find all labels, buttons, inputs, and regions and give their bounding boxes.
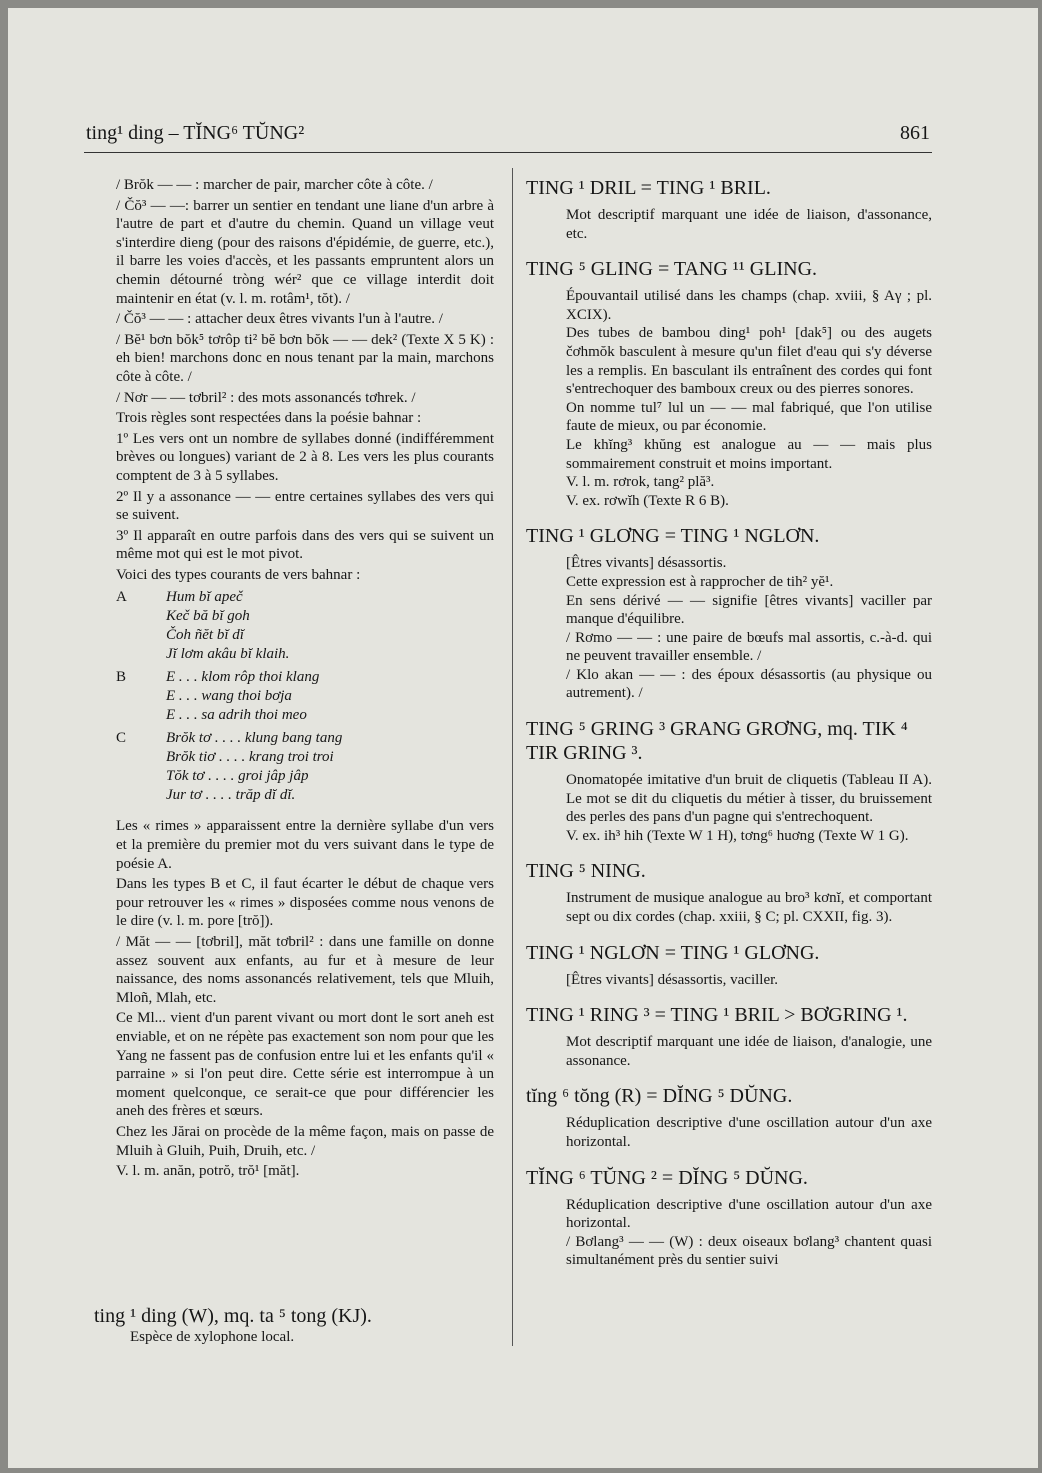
entry-text: En sens dérivé — — signifie [êtres vivants] vaciller par manque d'équilibre. bbox=[566, 592, 932, 628]
verse-line: Čoh ñĕt bĭ dĭ bbox=[166, 627, 244, 644]
entry-headword: TING ¹ GLƠNG = TING ¹ NGLƠN. bbox=[526, 525, 820, 548]
verse-label: B bbox=[116, 669, 127, 686]
verse-line: Brŏk tiơ . . . . krang troi troi bbox=[166, 749, 334, 766]
verse-line: Hum bĭ apeč bbox=[166, 589, 243, 606]
verse-line: Jur tơ . . . . trăp dĭ dĭ. bbox=[166, 787, 296, 804]
entry-headword: ting ¹ ding (W), mq. ta ⁵ tong (KJ). bbox=[94, 1305, 372, 1327]
entry-text: / Bơlang³ — — (W) : deux oiseaux bơlang³ chantent quasi simultanément près du sentier suivi bbox=[566, 1233, 932, 1269]
paragraph: 1º Les vers ont un nombre de syllabes donné (indifféremment brèves ou longues) variant de 2 à 8. Les vers les plus courants comptent de 3 à 5 syllabes. bbox=[116, 430, 494, 484]
verse-line: Brŏk tơ . . . . klung bang tang bbox=[166, 730, 343, 747]
dictionary-entry bbox=[526, 524, 932, 703]
verse-line: E . . . wang thoi bơja bbox=[166, 688, 292, 705]
dictionary-entry bbox=[526, 1166, 932, 1270]
entry-text: Réduplication descriptive d'une oscillation autour d'un axe horizontal. bbox=[566, 1196, 932, 1232]
running-head-left: ting¹ ding – TĬNG⁶ TŬNG² bbox=[86, 122, 305, 144]
header-rule bbox=[84, 152, 932, 153]
verse-block bbox=[116, 729, 494, 805]
page-number: 861 bbox=[900, 122, 930, 144]
entry-text: V. ex. rơwĭh (Texte R 6 B). bbox=[566, 492, 729, 509]
entry-text: Épouvantail utilisé dans les champs (chap. xviii, § Aγ ; pl. XCIX). bbox=[566, 288, 932, 323]
dictionary-entry bbox=[526, 1003, 932, 1070]
entry-text: V. ex. ih³ hih (Texte W 1 H), tơng⁶ huơng (Texte W 1 G). bbox=[566, 827, 909, 844]
paragraph: Chez les Jărai on procède de la même façon, mais on passe de Mluih à Gluih, Puih, Druih, etc. / bbox=[116, 1123, 494, 1159]
verse-lines bbox=[166, 668, 319, 725]
column-divider bbox=[512, 168, 513, 1346]
paragraph: Dans les types B et C, il faut écarter le début de chaque vers pour retrouver les « rimes » disposées comme nous venons de le dire (v. l. m. pore [trŏ]). bbox=[116, 876, 494, 930]
entry-headword: TING ¹ DRIL = TING ¹ BRIL. bbox=[526, 177, 771, 199]
entry-text: Le khĭng³ khŭng est analogue au — — mais plus sommairement construit et moins important. bbox=[566, 436, 932, 472]
dictionary-entry bbox=[526, 1084, 932, 1151]
tail-entry bbox=[94, 1304, 494, 1347]
paragraph: Voici des types courants de vers bahnar : bbox=[116, 566, 361, 583]
verse-line: Jĭ lơm akâu bĭ klaih. bbox=[166, 646, 290, 663]
running-head bbox=[86, 122, 930, 145]
dictionary-entry bbox=[526, 257, 932, 510]
entry-headword: tĭng ⁶ tŏng (R) = DĬNG ⁵ DŬNG. bbox=[526, 1085, 793, 1108]
verse-line: Keč bă bĭ goh bbox=[166, 608, 250, 625]
verse-lines bbox=[166, 729, 342, 805]
paragraph: / Čŏ³ — — : attacher deux êtres vivants l'un à l'autre. / bbox=[116, 311, 443, 328]
paragraph: / Măt — — [tơbril], măt tơbril² : dans une famille on donne assez souvent aux enfants, au fur et à mesure de leur naissance, des noms assonancés relativement, tels que Mluih, Mloñ, Mlah, etc. bbox=[116, 934, 494, 1006]
entry-headword: TING ¹ RING ³ = TING ¹ BRIL > BƠGRING ¹. bbox=[526, 1004, 908, 1027]
verse-label: A bbox=[116, 589, 127, 606]
right-column bbox=[526, 176, 932, 1270]
entry-headword: TĬNG ⁶ TŬNG ² = DĬNG ⁵ DŬNG. bbox=[526, 1166, 808, 1189]
page bbox=[8, 8, 1038, 1468]
entry-text: Onomatopée imitative d'un bruit de cliquetis (Tableau II A). Le mot se dit du cliquetis du métier à tisser, du bruissement des perles des pans d'un pagne qui s'entrechoquent. bbox=[566, 772, 932, 826]
entry-headword: TING ⁵ GRING ³ GRANG GRƠNG, mq. TIK ⁴ TIR GRING ³. bbox=[526, 718, 908, 765]
entry-text: / Rơmo — — : une paire de bœufs mal assortis, c.-à-d. qui ne peuvent travailler ensemble. / bbox=[566, 629, 932, 665]
entry-headword: TING ⁵ NING. bbox=[526, 860, 646, 883]
entry-text: Des tubes de bambou ding¹ poh¹ [dak⁵] ou des augets čơhmŏk basculent à mesure qu'un filet d'eau qui s'y déverse les a remplis. En basculant ils entraînent des cordes qui font s'entrechoquer des bamboux creux ou des pierres sonores. bbox=[566, 325, 932, 398]
dictionary-entry bbox=[526, 941, 932, 990]
verse-lines bbox=[166, 588, 289, 664]
paragraph: / Nơr — — tơbril² : des mots assonancés tơhrek. / bbox=[116, 389, 416, 406]
entry-definition: Espèce de xylophone local. bbox=[130, 1329, 295, 1345]
paragraph: V. l. m. anăn, potrŏ, trŏ¹ [măt]. bbox=[116, 1163, 300, 1180]
paragraph: 2º Il y a assonance — — entre certaines syllabes des vers qui se suivent. bbox=[116, 488, 494, 524]
verse-block bbox=[116, 588, 494, 664]
entry-text: Réduplication descriptive d'une oscillation autour d'un axe horizontal. bbox=[566, 1115, 932, 1150]
verse-line: Tŏk tơ . . . . groi jâp jâp bbox=[166, 768, 309, 785]
paragraph: 3º Il apparaît en outre parfois dans des vers qui se suivent un même mot qui est le mot pivot. bbox=[116, 527, 494, 563]
entry-text: Mot descriptif marquant une idée de liaison, d'analogie, une assonance. bbox=[566, 1034, 932, 1069]
entry-text: [Êtres vivants] désassortis. bbox=[566, 555, 727, 572]
entry-text: [Êtres vivants] désassortis, vaciller. bbox=[566, 971, 779, 988]
entry-text: / Klo akan — — : des époux désassortis (au physique ou autrement). / bbox=[566, 666, 932, 702]
verse-line: E . . . sa adrih thoi meo bbox=[166, 707, 307, 724]
paragraph: Ce Ml... vient d'un parent vivant ou mort dont le sort aneh est enviable, et on ne répète pas exactement son nom pour que les Yang ne fassent pas de confusion entre lui et les enfants qu'il « parraine » si l'on peut dire. Cette série est interrompue à un moment quelconque, ce serait-ce que pour différencier les aneh des frères et sœurs. bbox=[116, 1010, 494, 1120]
entry-text: Instrument de musique analogue au bro³ kơnĭ, et comportant sept ou dix cordes (chap. xxiii, § C; pl. CXXII, fig. 3). bbox=[566, 890, 932, 926]
entry-text: Cette expression est à rapprocher de tih² yĕ¹. bbox=[566, 573, 834, 590]
entry-text: On nomme tul⁷ lul un — — mal fabriqué, que l'on utilise faute de mieux, ou par économie. bbox=[566, 399, 932, 435]
entry-text: V. l. m. rơrok, tang² plă³. bbox=[566, 474, 715, 491]
entry-headword: TING ¹ NGLƠN = TING ¹ GLƠNG. bbox=[526, 941, 820, 964]
verse-line: E . . . klom rôp thoi klang bbox=[166, 669, 320, 686]
entry-text: Mot descriptif marquant une idée de liaison, d'assonance, etc. bbox=[566, 207, 932, 242]
entry-headword: TING ⁵ GLING = TANG ¹¹ GLING. bbox=[526, 258, 818, 281]
paragraph: / Čŏ³ — —: barrer un sentier en tendant une liane d'un arbre à l'autre de part et d'autre du chemin. Quand un village veut s'interdire dieng (pour des raisons d'épidémie, de guerre, etc.), il barre les voies d'accès, et les passants empruntent alors un chemin détourné tròng wér² que ce village interdit doit maintenir en état (v. l. m. rotâm¹, tŏt). / bbox=[116, 197, 494, 307]
paragraph: Les « rimes » apparaissent entre la dernière syllabe d'un vers et la première du premier mot du vers suivant dans le type de poésie A. bbox=[116, 818, 494, 872]
paragraph: / Bĕ¹ bơn bŏk⁵ tơrôp ti² bĕ bơn bŏk — — dek² (Texte X 5 K) : eh bien! marchons donc en nous tenant par la main, marchons côte à côte. / bbox=[116, 331, 494, 385]
dictionary-entry bbox=[526, 176, 932, 243]
dictionary-entry bbox=[526, 859, 932, 926]
verse-label: C bbox=[116, 730, 127, 747]
verse-block bbox=[116, 668, 494, 725]
left-column bbox=[116, 176, 494, 1181]
paragraph: Trois règles sont respectées dans la poésie bahnar : bbox=[116, 410, 422, 427]
dictionary-entry bbox=[526, 717, 932, 845]
paragraph: / Brŏk — — : marcher de pair, marcher côte à côte. / bbox=[116, 177, 433, 193]
